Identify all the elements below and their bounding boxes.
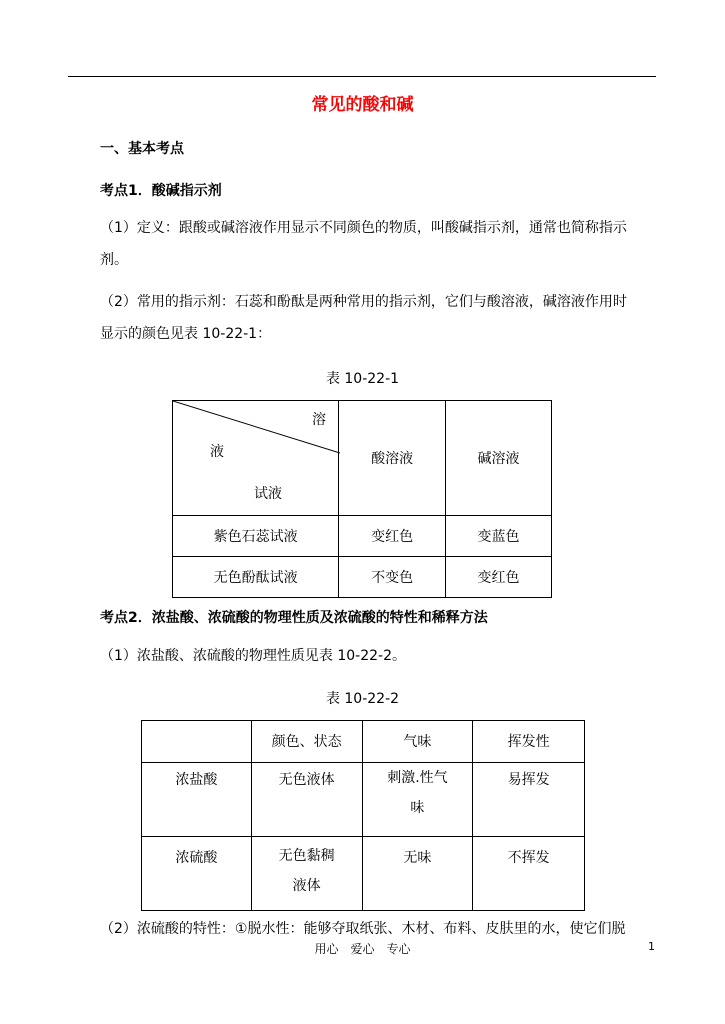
table1-row2-name: 无色酚酞试液 [173, 557, 339, 598]
header-rule [68, 76, 656, 77]
table2-row1-volatility: 易挥发 [473, 763, 585, 837]
table1-row1-acid: 变红色 [339, 516, 446, 557]
table1-row1-base: 变蓝色 [446, 516, 552, 557]
point2-para2: （2）浓硫酸的特性：①脱水性：能够夺取纸张、木材、布料、皮肤里的水，使它们脱 [100, 921, 626, 937]
table2-row1-smell-line2: 味 [410, 800, 425, 816]
table1-header-acid: 酸溶液 [339, 401, 446, 516]
point1-para2-line2: 显示的颜色见表 10-22-1： [100, 326, 272, 342]
corner-label-bottom: 试液 [254, 486, 282, 502]
table1-corner-cell [173, 401, 339, 516]
point2-heading: 考点2．浓盐酸、浓硫酸的物理性质及浓硫酸的特性和稀释方法 [100, 610, 488, 626]
table2-row2-smell: 无味 [362, 837, 473, 911]
table1-row2-acid: 不变色 [339, 557, 446, 598]
table1-caption: 表 10-22-1 [325, 371, 400, 387]
table2-header-blank [142, 721, 252, 763]
point1-para2-line1: （2）常用的指示剂：石蕊和酚酞是两种常用的指示剂，它们与酸溶液，碱溶液作用时 [100, 294, 627, 310]
table2-row2-state-line1: 无色黏稠 [278, 848, 335, 864]
point1-para1-line1: （1）定义：跟酸或碱溶液作用显示不同颜色的物质，叫酸碱指示剂，通常也简称指示 [100, 220, 627, 236]
table2-row1-name: 浓盐酸 [142, 763, 252, 837]
acid-properties-table [141, 720, 585, 911]
table2-row1-smell-line1: 刺激.性气 [387, 770, 448, 786]
table2-header-state: 颜色、状态 [251, 721, 362, 763]
point1-heading: 考点1．酸碱指示剂 [100, 183, 222, 199]
table2-row1-state: 无色液体 [251, 763, 362, 837]
table2-row2-name: 浓硫酸 [142, 837, 252, 911]
table1-row1-name: 紫色石蕊试液 [173, 516, 339, 557]
table2-header-volatility: 挥发性 [473, 721, 585, 763]
table2-row2-state [251, 837, 362, 911]
point2-para1: （1）浓盐酸、浓硫酸的物理性质见表 10-22-2。 [100, 648, 406, 664]
point1-para1-line2: 剂。 [100, 252, 128, 268]
table2-row1-smell [362, 763, 473, 837]
table2-row2-state-line2: 液体 [292, 878, 321, 894]
table2-header-smell: 气味 [362, 721, 473, 763]
indicator-table [172, 400, 552, 598]
corner-label-mid: 液 [210, 444, 224, 460]
section-heading: 一、基本考点 [100, 141, 184, 157]
table2-row2-volatility: 不挥发 [473, 837, 585, 911]
table1-header-base: 碱溶液 [446, 401, 552, 516]
page-title: 常见的酸和碱 [311, 95, 414, 115]
page-footer: 用心 爱心 专心 [314, 942, 411, 956]
table2-caption: 表 10-22-2 [325, 691, 400, 707]
corner-label-top: 溶 [312, 412, 326, 428]
table1-row2-base: 变红色 [446, 557, 552, 598]
page-number: 1 [648, 940, 655, 953]
